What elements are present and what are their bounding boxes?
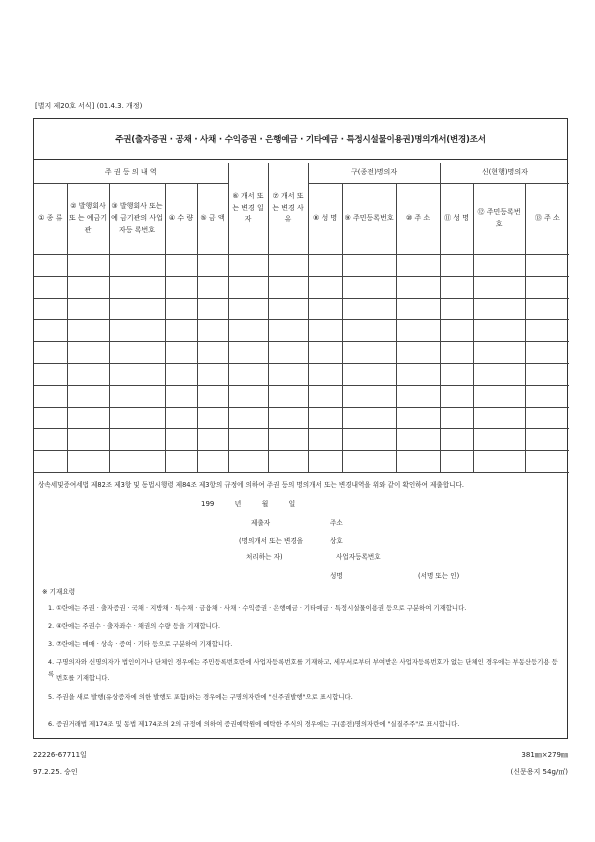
table-cell[interactable] [165, 363, 197, 385]
table-cell[interactable] [525, 429, 569, 451]
table-cell[interactable] [67, 320, 109, 342]
table-cell[interactable] [396, 276, 440, 298]
table-cell[interactable] [308, 407, 342, 429]
table-cell[interactable] [268, 385, 308, 407]
table-cell[interactable] [268, 451, 308, 473]
table-cell[interactable] [396, 407, 440, 429]
table-cell[interactable] [109, 276, 165, 298]
note-item: 3. ⑦란에는 매매 · 상속 · 증여 · 기타 등으로 구분하여 기재합니다. [48, 640, 233, 648]
table-cell[interactable] [268, 429, 308, 451]
table-cell[interactable] [308, 429, 342, 451]
table-cell[interactable] [525, 363, 569, 385]
col-former-name: ⑧ 성 명 [308, 184, 342, 255]
table-cell[interactable] [342, 342, 396, 364]
submitter-role-line2: 처리하는 자) [246, 553, 283, 561]
table-cell[interactable] [165, 407, 197, 429]
table-row [34, 385, 569, 407]
col-former-address: ⑩ 주 소 [396, 184, 440, 255]
table-cell[interactable] [396, 320, 440, 342]
submitter-address-label: 주소 [330, 519, 343, 527]
table-cell[interactable] [228, 255, 268, 277]
table-cell[interactable] [67, 342, 109, 364]
table-cell[interactable] [342, 429, 396, 451]
table-cell[interactable] [67, 407, 109, 429]
group-new-holder-header: 신(현행)명의자 [440, 163, 569, 184]
table-cell[interactable] [165, 451, 197, 473]
certification-statement: 상속세및증여세법 제82조 제3항 및 동법시행령 제84조 제3항의 규정에 의하여 주권 등의 명의개서 또는 변경내역을 위와 같이 확인하여 제출합니다. [38, 481, 464, 489]
table-cell[interactable] [440, 320, 473, 342]
table-cell[interactable] [67, 255, 109, 277]
table-cell[interactable] [228, 407, 268, 429]
table-cell[interactable] [525, 385, 569, 407]
col-new-name: ⑪ 성 명 [440, 184, 473, 255]
table-cell[interactable] [165, 255, 197, 277]
table-cell[interactable] [34, 298, 67, 320]
col-new-resident-no: ⑫ 주민등록번호 [473, 184, 525, 255]
table-cell[interactable] [228, 451, 268, 473]
table-cell[interactable] [525, 451, 569, 473]
submitter-company-label: 상호 [330, 537, 343, 545]
table-cell[interactable] [268, 342, 308, 364]
table-cell[interactable] [308, 385, 342, 407]
table-cell[interactable] [109, 451, 165, 473]
note-item: 5. 주권을 새로 발행(유상증자에 의한 발행도 포함)하는 경우에는 구명의자란에 "신주권발행"으로 표시합니다. [48, 693, 353, 701]
group-content-header: 주 권 등 의 내 역 [34, 163, 228, 184]
table-cell[interactable] [34, 363, 67, 385]
table-row [34, 363, 569, 385]
table-cell[interactable] [473, 342, 525, 364]
table-cell[interactable] [342, 385, 396, 407]
note-item: 1. ①란에는 주권 · 출자증권 · 국채 · 지방채 · 특수채 · 금융채 · 사채 · 수익증권 · 은행예금 · 기타예금 · 특정시설물이용권 등으로 구분하여 기재합니다. [48, 604, 467, 612]
table-cell[interactable] [342, 363, 396, 385]
table-cell[interactable] [525, 255, 569, 277]
table-cell[interactable] [308, 255, 342, 277]
col-issuer: ② 발행회사 또 는 예금기관 [67, 184, 109, 255]
table-cell[interactable] [67, 363, 109, 385]
col-change-reason: ⑦ 개서 또는 변경 사유 [268, 163, 308, 255]
form-code: 22226-67711일 [33, 751, 87, 759]
signature-note: (서명 또는 인) [418, 572, 460, 580]
table-cell[interactable] [67, 429, 109, 451]
table-cell[interactable] [440, 342, 473, 364]
table-row [34, 276, 569, 298]
note-item: 4. 구명의자와 신명의자가 법인이거나 단체인 경우에는 주민등록번호란에 사업자등록번호를 기재하고, 세무서로부터 부여받은 사업자등록번호가 없는 단체인 경우에는 부동산등기용 등록 [48, 658, 558, 679]
table-cell[interactable] [109, 320, 165, 342]
table-cell[interactable] [396, 363, 440, 385]
title-divider [34, 159, 567, 160]
table-cell[interactable] [197, 320, 228, 342]
table-cell[interactable] [396, 451, 440, 473]
submitter-role-line1: (명의개서 또는 변경을 [239, 537, 304, 545]
table-cell[interactable] [342, 320, 396, 342]
table-cell[interactable] [109, 298, 165, 320]
table-cell[interactable] [473, 298, 525, 320]
table-cell[interactable] [473, 320, 525, 342]
col-new-address: ⑬ 주 소 [525, 184, 569, 255]
note-item: 2. ④란에는 주권수 · 출자좌수 · 채권의 수량 등을 기재합니다. [48, 622, 221, 630]
table-cell[interactable] [197, 363, 228, 385]
group-former-holder-header: 구(종전)명의자 [308, 163, 440, 184]
table-cell[interactable] [440, 255, 473, 277]
table-cell[interactable] [34, 276, 67, 298]
table-cell[interactable] [165, 298, 197, 320]
table-cell[interactable] [228, 385, 268, 407]
table-cell[interactable] [268, 255, 308, 277]
table-cell[interactable] [67, 276, 109, 298]
table-row [34, 298, 569, 320]
table-cell[interactable] [197, 385, 228, 407]
note-item-continuation: 번호를 기재합니다. [56, 674, 110, 682]
approval-date: 97.2.25. 승인 [33, 768, 78, 776]
table-cell[interactable] [197, 451, 228, 473]
table-cell[interactable] [473, 363, 525, 385]
table-cell[interactable] [396, 429, 440, 451]
table-cell[interactable] [342, 276, 396, 298]
paper-spec: (신문용지 54g/㎡) [510, 768, 568, 776]
col-amount: ⑤ 금 액 [197, 184, 228, 255]
table-cell[interactable] [34, 342, 67, 364]
table-cell[interactable] [67, 298, 109, 320]
submission-date: 199 년 월 일 [201, 500, 296, 508]
table-cell[interactable] [67, 385, 109, 407]
table-cell[interactable] [67, 451, 109, 473]
table-cell[interactable] [525, 276, 569, 298]
table-cell[interactable] [228, 429, 268, 451]
table-cell[interactable] [34, 429, 67, 451]
table-cell[interactable] [197, 255, 228, 277]
paper-size: 381㎜×279㎜ [521, 751, 568, 759]
table-cell[interactable] [165, 276, 197, 298]
table-cell[interactable] [440, 363, 473, 385]
table-cell[interactable] [109, 429, 165, 451]
table-cell[interactable] [342, 407, 396, 429]
table-cell[interactable] [228, 342, 268, 364]
table-cell[interactable] [228, 320, 268, 342]
table-row [34, 429, 569, 451]
submitter-label: 제출자 [251, 519, 271, 527]
table-cell[interactable] [197, 298, 228, 320]
col-quantity: ④ 수 량 [165, 184, 197, 255]
table-cell[interactable] [308, 320, 342, 342]
table-cell[interactable] [197, 429, 228, 451]
table-cell[interactable] [440, 276, 473, 298]
table-cell[interactable] [440, 385, 473, 407]
table-cell[interactable] [165, 342, 197, 364]
table-cell[interactable] [165, 385, 197, 407]
table-cell[interactable] [109, 385, 165, 407]
table-cell[interactable] [308, 342, 342, 364]
notes-heading: ※ 기재요령 [42, 588, 76, 596]
table-cell[interactable] [440, 407, 473, 429]
table-cell[interactable] [34, 407, 67, 429]
table-cell[interactable] [228, 298, 268, 320]
table-cell[interactable] [473, 451, 525, 473]
table-row [34, 342, 569, 364]
table-cell[interactable] [308, 276, 342, 298]
table-cell[interactable] [34, 385, 67, 407]
form-title: 주권(출자증권 · 공채 · 사채 · 수익증권 · 은행예금 · 기타예금 · 특정시설물이용권)명의개서(변경)조서 [115, 135, 486, 145]
table-row [34, 407, 569, 429]
table-cell[interactable] [440, 451, 473, 473]
table-cell[interactable] [268, 320, 308, 342]
table-cell[interactable] [440, 298, 473, 320]
col-issuer-business-no: ③ 발행회사 또는 예 금기관의 사업자등 록번호 [109, 184, 165, 255]
table-cell[interactable] [228, 276, 268, 298]
table-cell[interactable] [525, 407, 569, 429]
form-frame [33, 118, 568, 739]
table-cell[interactable] [109, 407, 165, 429]
form-reference: [별지 제20호 서식] (01.4.3. 개정) [35, 102, 143, 110]
table-cell[interactable] [342, 298, 396, 320]
table-row [34, 451, 569, 473]
table-cell[interactable] [165, 320, 197, 342]
table-cell[interactable] [109, 363, 165, 385]
table-cell[interactable] [165, 429, 197, 451]
table-cell[interactable] [34, 451, 67, 473]
table-cell[interactable] [473, 407, 525, 429]
submitter-name-label: 성명 [330, 572, 343, 580]
table-cell[interactable] [34, 255, 67, 277]
table-cell[interactable] [525, 342, 569, 364]
ownership-table [34, 163, 569, 473]
table-cell[interactable] [473, 429, 525, 451]
table-cell[interactable] [268, 363, 308, 385]
table-cell[interactable] [308, 298, 342, 320]
table-cell[interactable] [109, 255, 165, 277]
table-cell[interactable] [197, 276, 228, 298]
table-cell[interactable] [197, 342, 228, 364]
submitter-business-no-label: 사업자등록번호 [336, 553, 381, 561]
table-cell[interactable] [342, 255, 396, 277]
table-cell[interactable] [525, 298, 569, 320]
table-cell[interactable] [396, 298, 440, 320]
table-cell[interactable] [396, 255, 440, 277]
table-group-header-row [34, 163, 569, 184]
table-cell[interactable] [473, 255, 525, 277]
table-cell[interactable] [308, 363, 342, 385]
table-cell[interactable] [396, 385, 440, 407]
table-cell[interactable] [308, 451, 342, 473]
table-cell[interactable] [109, 342, 165, 364]
col-former-resident-no: ⑨ 주민등록번호 [342, 184, 396, 255]
table-cell[interactable] [34, 320, 67, 342]
table-cell[interactable] [396, 342, 440, 364]
note-item: 6. 증권거래법 제174조 및 동법 제174조의 2의 규정에 의하여 증권예탁원에 예탁한 주식의 경우에는 구(종전)명의자란에 "실질주주"로 표시합니다. [48, 720, 460, 728]
table-cell[interactable] [268, 407, 308, 429]
col-change-date: ⑥ 개서 또는 변경 일자 [228, 163, 268, 255]
table-row [34, 320, 569, 342]
table-cell[interactable] [342, 451, 396, 473]
table-cell[interactable] [228, 363, 268, 385]
table-cell[interactable] [440, 429, 473, 451]
col-type: ① 종 류 [34, 184, 67, 255]
table-cell[interactable] [268, 298, 308, 320]
table-cell[interactable] [473, 385, 525, 407]
table-cell[interactable] [268, 276, 308, 298]
table-row [34, 255, 569, 277]
table-cell[interactable] [525, 320, 569, 342]
table-cell[interactable] [197, 407, 228, 429]
table-cell[interactable] [473, 276, 525, 298]
